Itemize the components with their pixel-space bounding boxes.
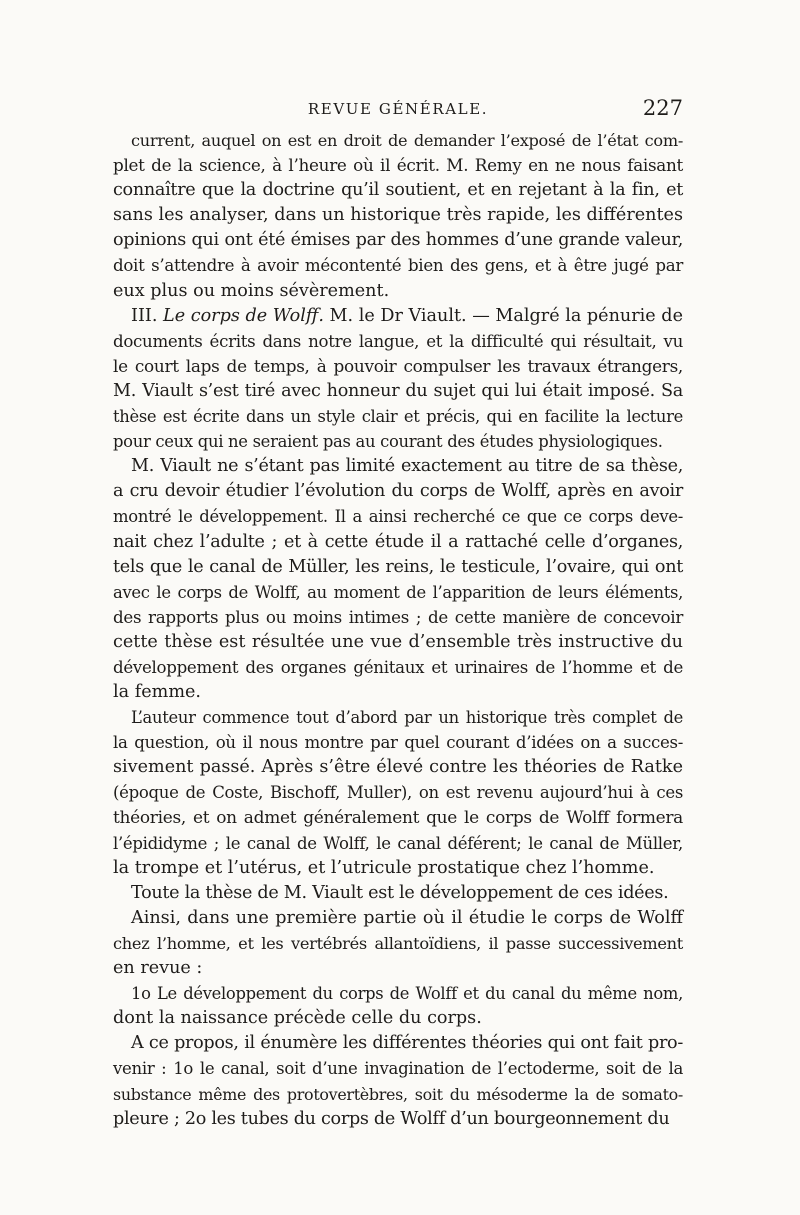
paragraph [113,705,683,881]
running-title: REVUE GÉNÉRALE. [307,100,489,118]
text-line: développement des organes génitaux et urinaires de l’homme et de [113,657,683,677]
text-line: pleure ; 2o les tubes du corps de Wolff d’un bourgeonnement du [113,1108,670,1129]
section-title: Le corps de Wolff. [163,305,324,326]
text-line: eux plus ou moins sévèrement. [113,280,390,301]
text-line: opinions qui ont été émises par des hommes d’une grande valeur, [113,230,683,251]
paragraph [113,881,683,906]
text-line: cette thèse est résultée une vue d’ensemble très instructive du [113,631,683,652]
text-line: avec le corps de Wolff, au moment de l’apparition de leurs éléments, [113,582,683,602]
text-line: venir : 1o le canal, soit d’une invagination de l’ectoderme, soit de la [113,1059,683,1079]
text-line: la femme. [113,682,202,703]
section-heading [113,304,683,329]
section-author: M. le Dr Viault. — Malgré la pénurie de [323,305,683,326]
paragraph [113,128,683,304]
text-line: a cru devoir étudier l’évolution du corps de Wolff, après en avoir [113,481,683,502]
text-line: la trompe et l’utérus, et l’utricule prostatique chez l’homme. [113,857,655,878]
text-line: des rapports plus ou moins intimes ; de cette manière de concevoir [113,607,683,627]
paragraph [113,304,683,455]
text-line: M. Viault ne s’étant pas limité exactement au titre de sa thèse, [131,456,683,477]
text-line: la question, où il nous montre par quel courant d’idées on a succes- [113,733,683,753]
text-line: théories, et on admet généralement que le corps de Wolff formera [113,807,683,828]
page-header [113,96,683,124]
text-line: pour ceux qui ne seraient pas au courant des études physiologiques. [113,432,663,452]
text-line: Toute la thèse de M. Viault est le développement de ces idées. [131,882,669,903]
text-line: tels que le canal de Müller, les reins, le testicule, l’ovaire, qui ont [113,556,683,577]
text-line: sivement passé. Après s’être élevé contre les théories de Ratke [113,757,683,778]
text-line: connaître que la doctrine qu’il soutient, et en rejetant à la fin, et [113,180,683,201]
text-line: M. Viault s’est tiré avec honneur du sujet qui lui était imposé. Sa [113,380,683,401]
text-line: en revue : [113,958,203,979]
body-text [113,128,683,1132]
page-number: 227 [642,96,683,120]
text-line: dont la naissance précède celle du corps. [113,1008,482,1029]
text-line: (époque de Coste, Bischoff, Muller), on est revenu aujourd’hui à ces [113,783,683,803]
text-line: nait chez l’adulte ; et à cette étude il a rattaché celle d’organes, [113,531,683,552]
text-line: l’épididyme ; le canal de Wolff, le canal déférent; le canal de Müller, [113,833,683,853]
paragraph [113,454,683,705]
paragraph [113,906,683,981]
section-number: III. [131,305,164,326]
text-line: substance même des protovertèbres, soit du mésoderme la de somato- [113,1084,683,1104]
text-line: A ce propos, il énumère les différentes théories qui ont fait pro- [131,1033,683,1054]
text-line: Ainsi, dans une première partie où il étudie le corps de Wolff [131,907,683,928]
text-line: chez l’homme, et les vertébrés allantoïdiens, il passe successivement [113,934,683,953]
text-line: 1o Le développement du corps de Wolff et du canal du même nom, [131,984,683,1004]
text-line: sans les analyser, dans un historique très rapide, les différentes [113,205,683,226]
text-line: current, auquel on est en droit de demander l’exposé de l’état com- [131,131,683,150]
text-line: doit s’attendre à avoir mécontenté bien des gens, et à être jugé par [113,256,683,276]
paragraph [113,981,683,1031]
paragraph [113,1031,683,1131]
text-line: L’auteur commence tout d’abord par un historique très complet de [131,708,683,728]
text-line: le court laps de temps, à pouvoir compulser les travaux étrangers, [113,355,683,376]
text-line: plet de la science, à l’heure où il écrit. M. Remy en ne nous faisant [113,155,683,176]
text-line: thèse est écrite dans un style clair et précis, qui en facilite la lecture [113,407,683,427]
text-line: montré le développement. Il a ainsi recherché ce que ce corps deve- [113,507,683,527]
text-line: documents écrits dans notre langue, et la difficulté qui résultait, vu [113,331,683,351]
